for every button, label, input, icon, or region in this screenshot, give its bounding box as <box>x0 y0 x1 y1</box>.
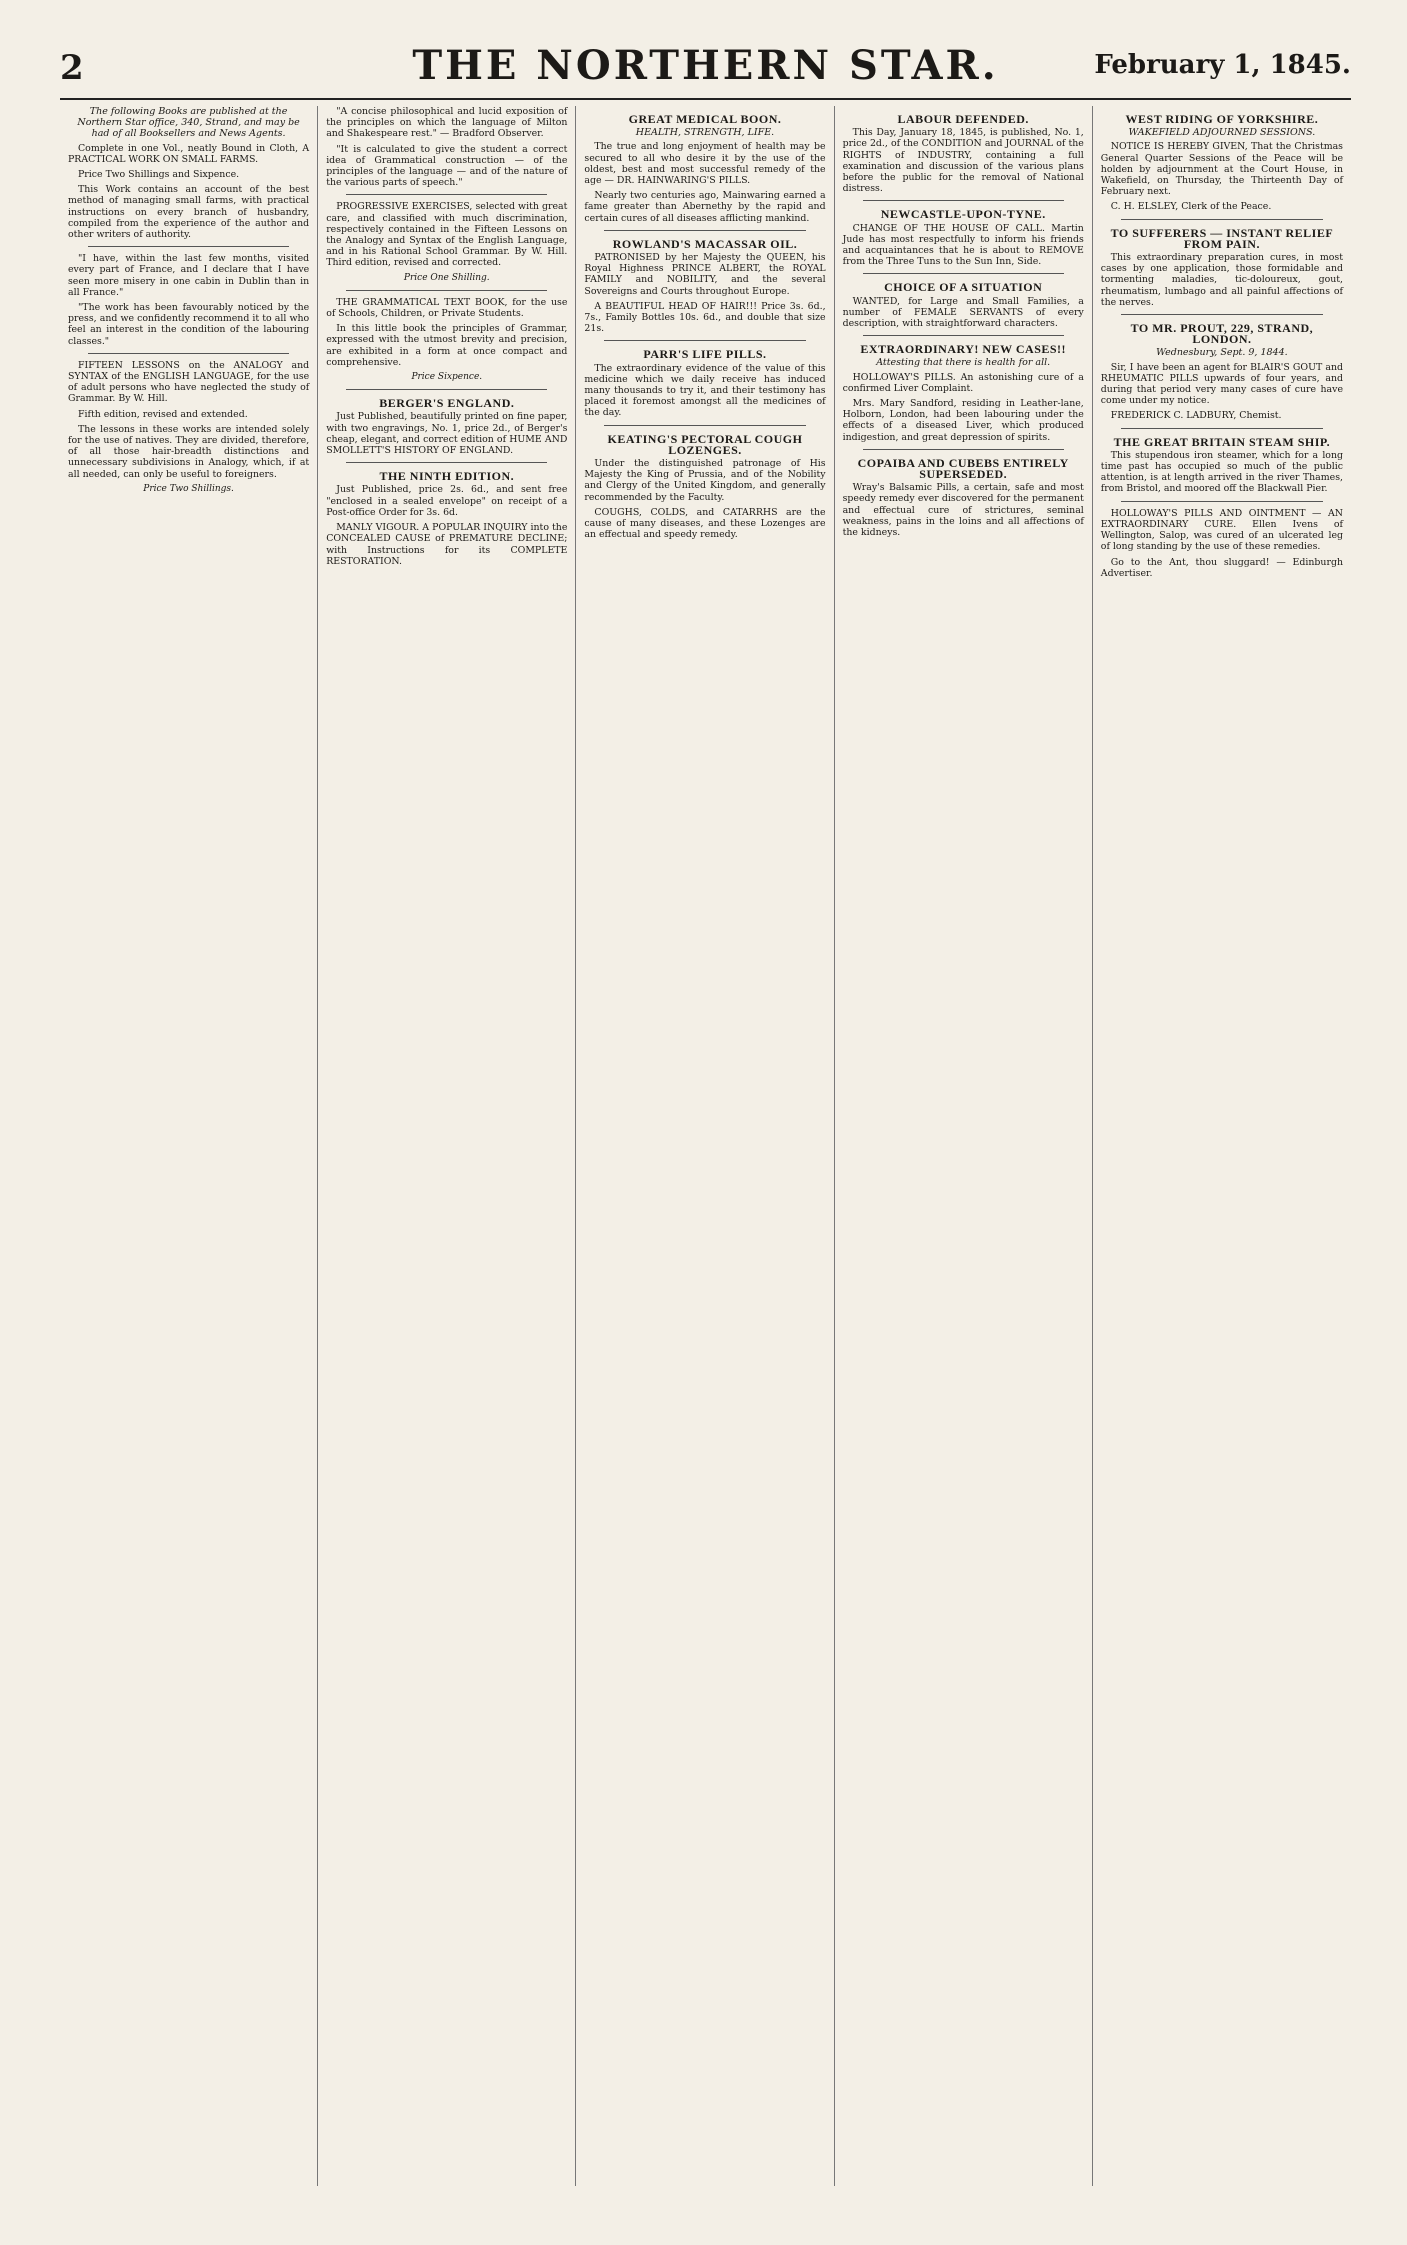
article-paragraph: WANTED, for Large and Small Families, a number of FEMALE SERVANTS of every description, with straightforward characters. <box>842 295 1084 330</box>
article-paragraph: CHANGE OF THE HOUSE OF CALL. Martin Jude has most respectfully to inform his friends and acquaintances that he is about to REMOVE from the Three Tuns to the Sun Inn, Side. <box>842 222 1084 268</box>
article-heading: COPAIBA AND CUBEBS ENTIRELY SUPERSEDED. <box>857 455 1069 482</box>
price-line: Price Sixpence. <box>411 372 483 383</box>
article-divider <box>1121 219 1323 220</box>
article-heading: LABOUR DEFENDED. <box>897 112 1029 126</box>
article-paragraph: Fifth edition, revised and extended. <box>78 408 248 420</box>
article <box>326 106 567 188</box>
article <box>843 449 1084 538</box>
price-line: Price Two Shillings. <box>143 483 234 494</box>
article <box>68 353 309 495</box>
article-paragraph: The true and long enjoyment of health may be secured to all who desire it by the use of the oldest, best and most successful remedy of the age — DR. HAINWARING'S PILLS. <box>584 141 826 187</box>
article-paragraph: Just Published, beautifully printed on fine paper, with two engravings, No. 1, price 2d., of Berger's cheap, elegant, and correct edition of HUME AND SMOLLETT'S HISTORY OF ENGLAND. <box>326 411 568 457</box>
article <box>843 114 1084 194</box>
column-2 <box>318 106 576 2186</box>
article <box>68 246 309 347</box>
article-heading: ROWLAND'S MACASSAR OIL. <box>612 236 798 251</box>
article-paragraph: This Work contains an account of the best method of managing small farms, with practical instructions on every branch of husbandry, compiled from the experience of the author and other writers of authority. <box>68 184 310 241</box>
article-paragraph: HOLLOWAY'S PILLS AND OINTMENT — AN EXTRAORDINARY CURE. Ellen Ivens of Wellington, Salop, was cured of an ulcerated leg of long standing by the use of these remedies. <box>1100 507 1343 553</box>
article <box>1101 219 1343 308</box>
article-paragraph: Sir, I have been an agent for BLAIR'S GOUT and RHEUMATIC PILLS upwards of four years, and during that period very many cases of cure have come under my notice. <box>1100 361 1343 407</box>
article-paragraph: MANLY VIGOUR. A POPULAR INQUIRY into the CONCEALED CAUSE of PREMATURE DECLINE; with Instructions for its COMPLETE RESTORATION. <box>326 522 568 567</box>
article-divider <box>346 290 547 291</box>
article-divider <box>1121 501 1323 502</box>
article-heading: BERGER'S ENGLAND. <box>379 396 515 411</box>
article-paragraph: Go to the Ant, thou sluggard! — Edinburgh Advertiser. <box>1100 556 1343 579</box>
article <box>326 194 567 283</box>
article <box>326 462 567 567</box>
article-paragraph: Just Published, price 2s. 6d., and sent free "enclosed in a sealed envelope" on receipt of a Post-office Order for 3s. 6d. <box>326 484 568 518</box>
article-paragraph: PROGRESSIVE EXERCISES, selected with great care, and classified with much discrimination, respectively contained in the Fifteen Lessons on the Analogy and Syntax of the English Language, and in his Rational School Grammar. By W. Hill. Third edition, revised and corrected. <box>326 201 568 269</box>
article <box>326 290 567 383</box>
article-paragraph: "The work has been favourably noticed by the press, and we confidently recommend it to all who feel an interest in the condition of the labouring classes." <box>68 302 310 347</box>
column-4 <box>835 106 1093 2186</box>
article-heading: TO MR. PROUT, 229, STRAND, LONDON. <box>1130 321 1314 347</box>
page-number: 2 <box>60 48 84 88</box>
article-paragraph: In this little book the principles of Grammar, expressed with the utmost brevity and precision, are exhibited in a form at once compact and comprehensive. <box>326 323 568 368</box>
column-3 <box>576 106 834 2186</box>
article-paragraph: Price Two Shillings and Sixpence. <box>78 169 240 181</box>
article-paragraph: "A concise philosophical and lucid exposition of the principles on which the language of Milton and Shakespeare rest." — Bradford Observer. <box>326 106 568 140</box>
article <box>843 200 1084 267</box>
article-paragraph: Wray's Balsamic Pills, a certain, safe and most speedy remedy ever discovered for the permanent and effectual cure of strictures, seminal weakness, pains in the loins and all affections of the kidneys. <box>842 482 1084 539</box>
article-paragraph: Nearly two centuries ago, Mainwaring earned a fame greater than Abernethy by the rapid and certain cures of all diseases afflicting mankind. <box>584 190 826 224</box>
column-grid <box>60 106 1351 2186</box>
article-divider <box>604 340 805 341</box>
article-paragraph: C. H. ELSLEY, Clerk of the Peace. <box>1110 201 1272 213</box>
article <box>1101 114 1343 213</box>
article-heading: CHOICE OF A SITUATION <box>884 280 1043 295</box>
article-paragraph: The lessons in these works are intended solely for the use of natives. They are divided, therefore, of all those hair-breadth distinctions and unnecessary subdivisions in Analogy, which, if at all needed, can only be useful to foreigners. <box>68 423 310 480</box>
article-paragraph: COUGHS, COLDS, and CATARRHS are the cause of many diseases, and these Lozenges are an effectual and speedy remedy. <box>584 506 826 541</box>
article-divider <box>88 246 289 247</box>
article-divider <box>1121 428 1323 429</box>
article-paragraph: This extraordinary preparation cures, in most cases by one application, those formidable and tormenting maladies, tic-doloureux, gout, rheumatism, lumbago and all painful affections of the nerves. <box>1100 252 1343 308</box>
article-divider <box>346 389 547 390</box>
article-divider <box>604 230 805 231</box>
article-divider <box>1121 314 1323 315</box>
article <box>1101 428 1343 495</box>
article-paragraph: Under the distinguished patronage of His Majesty the King of Prussia, and of the Nobility and Clergy of the United Kingdom, and generally recommended by the Faculty. <box>584 458 826 503</box>
article <box>326 389 567 456</box>
issue-date: February 1, 1845. <box>1094 50 1351 80</box>
article-paragraph: This stupendous iron steamer, which for a long time past has occupied so much of the public attention, is at length arrived in the river Thames, from Bristol, and moored off the Blackwall Pier. <box>1100 449 1343 495</box>
article-heading: NEWCASTLE-UPON-TYNE. <box>880 207 1046 222</box>
article-paragraph: NOTICE IS HEREBY GIVEN, That the Christmas General Quarter Sessions of the Peace will be holden by adjournment at the Court House, in Wakefield, on Thursday, the Thirteenth Day of February next. <box>1100 141 1343 198</box>
article-paragraph: PATRONISED by her Majesty the QUEEN, his Royal Highness PRINCE ALBERT, the ROYAL FAMILY and NOBILITY, and the several Sovereigns and Courts throughout Europe. <box>584 252 826 297</box>
article <box>1101 501 1343 579</box>
article-divider <box>88 353 289 354</box>
article-divider <box>346 194 547 195</box>
article-subheading: The following Books are published at the Northern Star office, 340, Strand, and may be had of all Booksellers and News Agents. <box>77 106 300 140</box>
article-subheading: Attesting that there is health for all. <box>876 357 1051 369</box>
article-subheading: WAKEFIELD ADJOURNED SESSIONS. <box>1128 127 1316 139</box>
article-subheading: Wednesbury, Sept. 9, 1844. <box>1156 347 1288 359</box>
article-paragraph: A BEAUTIFUL HEAD OF HAIR!!! Price 3s. 6d., 7s., Family Bottles 10s. 6d., and double that size 21s. <box>584 300 826 335</box>
article-divider <box>863 273 1064 274</box>
article-paragraph: HOLLOWAY'S PILLS. An astonishing cure of a confirmed Liver Complaint. <box>842 371 1084 394</box>
price-line: Price One Shilling. <box>403 272 490 283</box>
column-1 <box>60 106 318 2186</box>
article <box>1101 314 1343 422</box>
article <box>584 425 825 541</box>
article <box>584 340 825 418</box>
article-divider <box>604 425 805 426</box>
article-paragraph: FIFTEEN LESSONS on the ANALOGY and SYNTAX of the ENGLISH LANGUAGE, for the use of adult persons who have neglected the study of Grammar. By W. Hill. <box>68 359 310 405</box>
article-heading: PARR'S LIFE PILLS. <box>643 347 767 362</box>
article-divider <box>863 449 1064 450</box>
article <box>843 273 1084 329</box>
newspaper-title: THE NORTHERN STAR. <box>412 42 999 89</box>
article-heading: GREAT MEDICAL BOON. <box>628 112 782 126</box>
article-paragraph: The extraordinary evidence of the value of this medicine which we daily receive has induced many thousands to try it, and their testimony has placed it foremost amongst all the medicines of the day. <box>584 362 826 419</box>
article-paragraph: Mrs. Mary Sandford, residing in Leather-lane, Holborn, London, had been labouring under the effects of a diseased Liver, which produced indigestion, and great depression of spirits. <box>842 398 1084 443</box>
article-paragraph: This Day, January 18, 1845, is published, No. 1, price 2d., of the CONDITION and JOURNAL of the RIGHTS of INDUSTRY, containing a full examination and discussion of the various plans before the public for the removal of National distress. <box>842 127 1084 195</box>
article <box>843 335 1084 443</box>
article-paragraph: "It is calculated to give the student a correct idea of Grammatical construction — of the principles of the language — and of the nature of the various parts of speech." <box>326 143 568 189</box>
article-heading: TO SUFFERERS — INSTANT RELIEF FROM PAIN. <box>1110 225 1334 251</box>
article-heading: EXTRAORDINARY! NEW CASES!! <box>860 342 1067 357</box>
article <box>68 106 309 240</box>
article-heading: THE GREAT BRITAIN STEAM SHIP. <box>1113 434 1331 449</box>
article-divider <box>346 462 547 463</box>
article-subheading: HEALTH, STRENGTH, LIFE. <box>635 127 775 139</box>
article-heading: KEATING'S PECTORAL COUGH LOZENGES. <box>607 431 803 457</box>
article-paragraph: Complete in one Vol., neatly Bound in Cloth, A PRACTICAL WORK ON SMALL FARMS. <box>68 142 310 165</box>
article-paragraph: "I have, within the last few months, visited every part of France, and I declare that I have seen more misery in one cabin in Dublin than in all France." <box>68 253 310 298</box>
article-heading: WEST RIDING OF YORKSHIRE. <box>1125 112 1319 126</box>
article-paragraph: FREDERICK C. LADBURY, Chemist. <box>1110 410 1282 422</box>
article-heading: THE NINTH EDITION. <box>379 469 515 484</box>
article-divider <box>863 335 1064 336</box>
article-divider <box>863 200 1064 201</box>
masthead <box>60 40 1351 100</box>
article-paragraph: THE GRAMMATICAL TEXT BOOK, for the use of Schools, Children, or Private Students. <box>326 296 568 320</box>
article <box>584 230 825 335</box>
column-5 <box>1093 106 1351 2186</box>
article <box>584 114 825 224</box>
